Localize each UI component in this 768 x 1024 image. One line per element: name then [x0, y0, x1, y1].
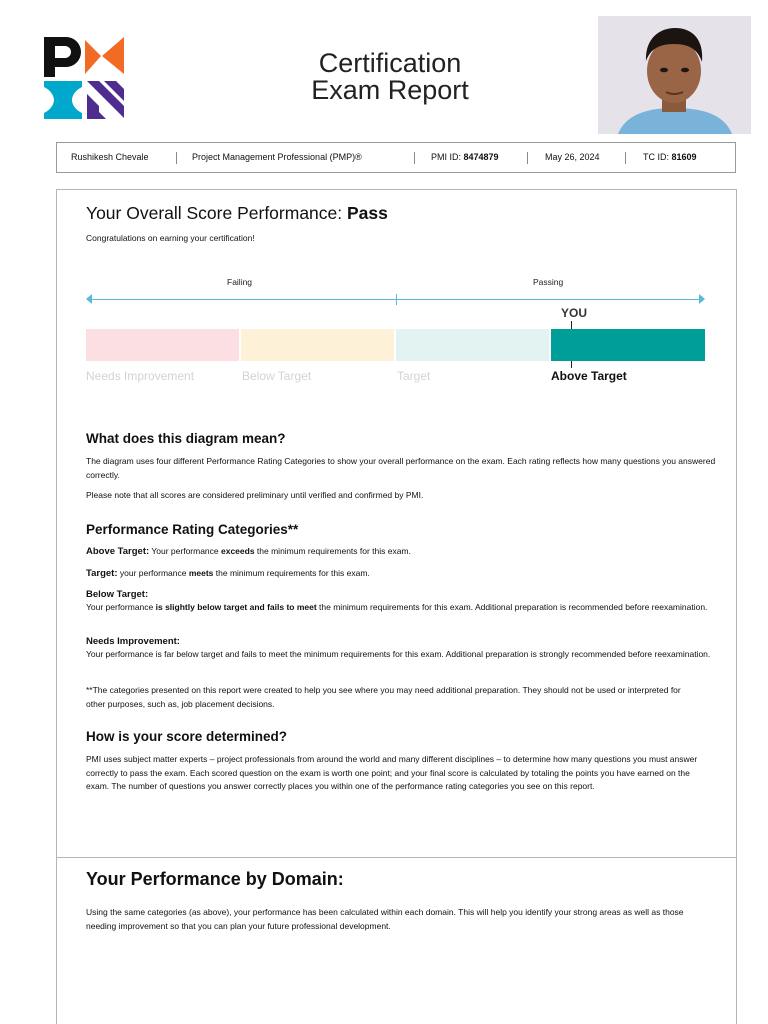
report-title-line2: Exam Report [311, 75, 469, 105]
label-above-target: Above Target [551, 369, 627, 383]
band-target [396, 329, 549, 361]
candidate-photo [598, 16, 751, 134]
you-marker-tick-lower [571, 361, 572, 368]
label-below-target: Below Target [242, 369, 312, 383]
categories-footnote: **The categories presented on this report were created to help you see where you may need additional preparation. They should not be used or interpreted for other purposes, such as, job placement decisions. [86, 685, 681, 709]
category-needs-improvement-title: Needs Improvement: [86, 636, 180, 647]
pmi-id [431, 143, 499, 172]
pmi-logo [44, 37, 126, 121]
category-needs-improvement-text: Your performance is far below target and fails to meet the minimum requirements for this exam. Additional preparation is strongly recommended before reexamination. [86, 648, 711, 659]
category-text: Your performance [86, 601, 156, 612]
category-text: your performance [117, 568, 189, 578]
diagram-meaning-heading: What does this diagram mean? [86, 431, 286, 446]
separator [625, 152, 626, 164]
pmi-logo-icon [44, 37, 126, 121]
category-above-target-title: Above Target: [86, 546, 150, 557]
tc-id-label: TC ID: [643, 152, 672, 162]
report-title-line1: Certification [318, 48, 462, 78]
arrow-left-icon [86, 294, 92, 304]
score-determined-heading: How is your score determined? [86, 729, 288, 744]
report-title [250, 50, 530, 104]
domain-performance-heading: Your Performance by Domain: [86, 869, 344, 889]
tc-id [643, 143, 697, 172]
category-needs-improvement [86, 635, 716, 661]
candidate-info-bar [56, 142, 736, 173]
category-emphasis: is slightly below target and fails to meet [155, 601, 317, 612]
diagram-meaning-text: The diagram uses four different Performance Rating Categories to show your overall performance on the exam. Each rating reflects how many questions you answered correctly. [86, 456, 716, 480]
overall-result: Pass [347, 203, 388, 223]
section-divider [56, 857, 737, 858]
domain-performance-text: Using the same categories (as above), your performance has been calculated within each domain. This will help you identify your strong areas as well as those needing improvement so that you can plan your future professional development. [86, 907, 684, 931]
candidate-name: Rushikesh Chevale [71, 152, 149, 162]
label-needs-improvement: Needs Improvement [86, 369, 195, 383]
arrow-right-icon [699, 294, 705, 304]
pmi-id-label: PMI ID: [431, 152, 464, 162]
exam-name: Project Management Professional (PMP)® [192, 152, 362, 162]
category-text: Your performance [149, 546, 221, 556]
separator [176, 152, 177, 164]
failing-label: Failing [227, 277, 253, 287]
category-below-target-text [86, 601, 716, 615]
category-text: the minimum requirements for this exam. [254, 546, 411, 556]
rating-categories-heading: Performance Rating Categories** [86, 522, 299, 537]
separator [527, 152, 528, 164]
band-needs-improvement [86, 329, 239, 361]
scale-axis-midpoint [396, 294, 397, 305]
pmi-id-value: 8474879 [463, 152, 499, 162]
category-target-title: Target: [86, 568, 118, 579]
overall-score-heading [86, 203, 388, 224]
category-emphasis: exceeds [221, 546, 255, 556]
band-below-target [241, 329, 394, 361]
exam-date: May 26, 2024 [545, 152, 600, 162]
passing-label: Passing [533, 277, 564, 287]
preliminary-note: Please note that all scores are considered preliminary until verified and confirmed by PMI. [86, 490, 424, 500]
you-marker-tick [571, 321, 572, 329]
category-text: the minimum requirements for this exam. [213, 568, 370, 578]
overall-score-heading-text: Your Overall Score Performance: [86, 203, 347, 223]
category-below-target-title: Below Target: [86, 589, 149, 600]
band-above-target [551, 329, 705, 361]
you-marker-label: YOU [561, 306, 588, 320]
category-emphasis: meets [188, 568, 214, 578]
congrats-text: Congratulations on earning your certification! [86, 233, 255, 243]
category-below-target [86, 588, 716, 614]
tc-id-value: 81609 [671, 152, 697, 162]
category-above-target [86, 545, 716, 559]
category-text: the minimum requirements for this exam. Additional preparation is recommended before reexamination. [316, 601, 708, 612]
category-target [86, 567, 716, 581]
score-determined-text: PMI uses subject matter experts – project professionals from around the world and many different disciplines – to determine how many questions you must answer correctly to pass the exam. Each scored question on the exam is worth one point; and your final score is calculated by totaling the points you have earned on the exam. The number of questions you answer correctly places you within one of the performance rating categories you see on this report. [86, 754, 698, 791]
separator [414, 152, 415, 164]
label-target: Target [397, 369, 431, 383]
candidate-photo-image [598, 16, 751, 134]
